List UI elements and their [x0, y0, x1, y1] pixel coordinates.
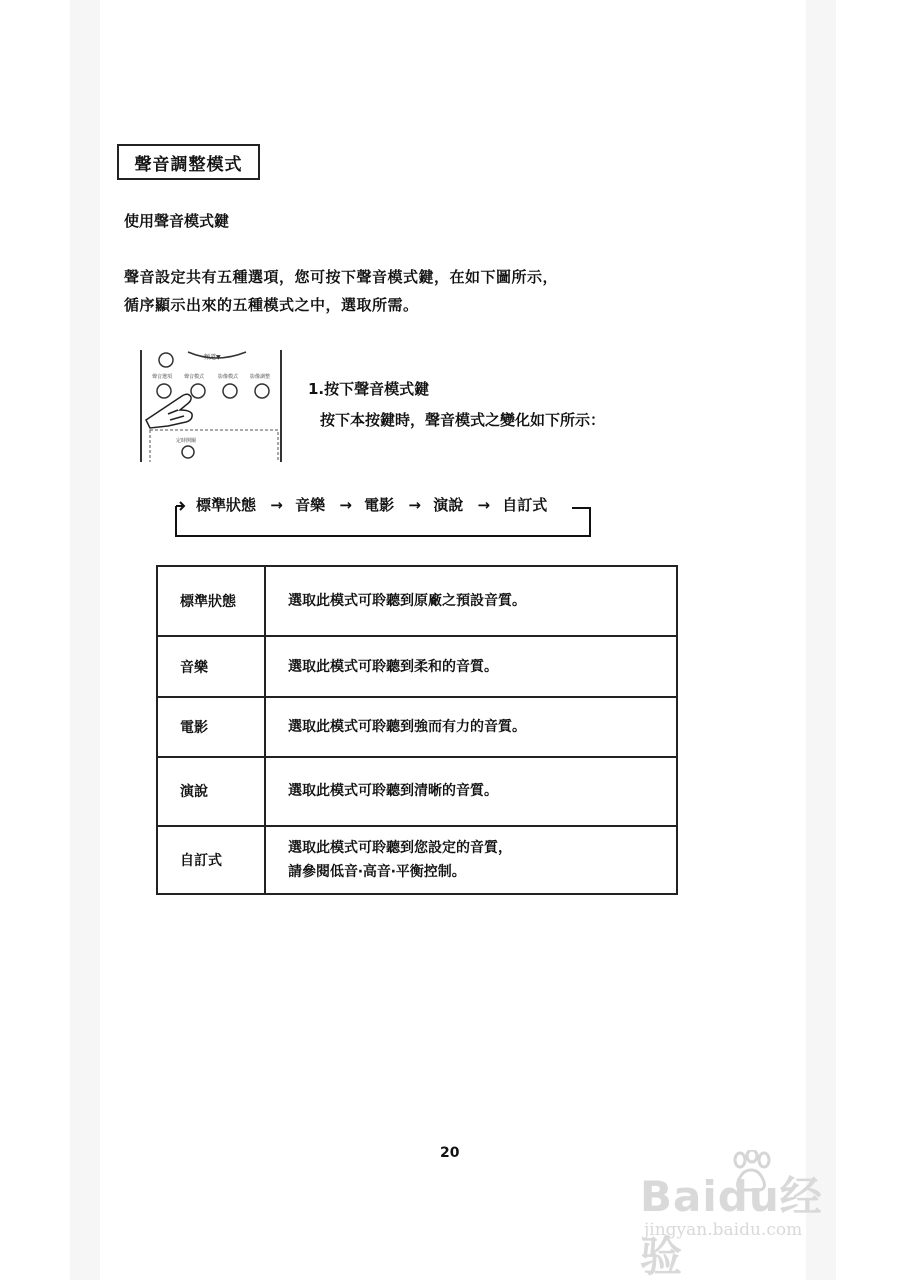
- watermark-logo: Baidu经验: [640, 1172, 823, 1281]
- mode-cycle-sequence: [196, 494, 549, 515]
- remote-control-illustration: [138, 350, 284, 462]
- page-number: 20: [440, 1145, 460, 1161]
- remote-bottom-label: 定時開關: [176, 438, 197, 444]
- mode-name: 電影: [157, 697, 265, 757]
- table-row: [157, 757, 677, 825]
- cycle-arrow: →: [477, 496, 491, 514]
- table-row: [157, 636, 677, 696]
- subtitle: 使用聲音模式鍵: [124, 212, 230, 230]
- mode-description: 選取此模式可聆聽到強而有力的音質。: [265, 697, 677, 757]
- sound-modes-table: [156, 565, 678, 895]
- table-row: [157, 826, 677, 894]
- step-description: 按下本按鍵時，聲音模式之變化如下所示：: [320, 411, 606, 429]
- remote-label-sound-option: 聲音選項: [152, 374, 173, 380]
- remote-top-label: 頻道▼: [204, 354, 221, 361]
- table-row: [157, 566, 677, 636]
- pointing-hand-icon: [146, 394, 192, 428]
- scan-edge-right: [806, 0, 836, 1280]
- remote-label-picture-adjust: 影像調整: [250, 374, 271, 380]
- cycle-arrow: →: [408, 496, 421, 514]
- cycle-mode-custom: 自訂式: [502, 496, 548, 514]
- mode-description: 選取此模式可聆聽到原廠之預設音質。: [265, 566, 677, 636]
- section-title: 聲音調整模式: [117, 144, 260, 180]
- mode-name: 標準狀態: [157, 566, 265, 636]
- watermark-url: jingyan.baidu.com: [644, 1220, 803, 1240]
- scan-edge-left: [70, 0, 100, 1280]
- remote-circle-button: [159, 353, 173, 367]
- cycle-mode-music: 音樂: [295, 496, 326, 514]
- sound-option-button: [157, 384, 171, 398]
- mode-name: 演說: [157, 757, 265, 825]
- timer-button: [182, 446, 194, 458]
- mode-description: 選取此模式可聆聽到您設定的音質， 請參閱低音‧高音‧平衡控制。: [265, 826, 677, 894]
- remote-lower-section: [150, 430, 278, 462]
- mode-description: 選取此模式可聆聽到清晰的音質。: [265, 757, 677, 825]
- cycle-mode-standard: 標準狀態: [196, 496, 257, 514]
- cycle-mode-speech: 演說: [433, 496, 464, 514]
- remote-label-picture-mode: 影像模式: [218, 374, 239, 380]
- intro-line-2: 循序顯示出來的五種模式之中，選取所需。: [124, 296, 419, 314]
- cycle-arrow: →: [339, 496, 352, 514]
- mode-description: 選取此模式可聆聽到柔和的音質。: [265, 636, 677, 696]
- mode-name: 自訂式: [157, 826, 265, 894]
- mode-name: 音樂: [157, 636, 265, 696]
- table-row: [157, 697, 677, 757]
- picture-mode-button: [223, 384, 237, 398]
- step-title: 1.按下聲音模式鍵: [308, 380, 430, 398]
- picture-adjust-button: [255, 384, 269, 398]
- cycle-mode-movie: 電影: [364, 496, 395, 514]
- baidu-watermark: [640, 1150, 855, 1281]
- intro-line-1: 聲音設定共有五種選項，您可按下聲音模式鍵，在如下圖所示，: [124, 268, 559, 286]
- sound-mode-button: [191, 384, 205, 398]
- remote-label-sound-mode: 聲音模式: [184, 374, 205, 380]
- cycle-arrow: →: [270, 496, 283, 514]
